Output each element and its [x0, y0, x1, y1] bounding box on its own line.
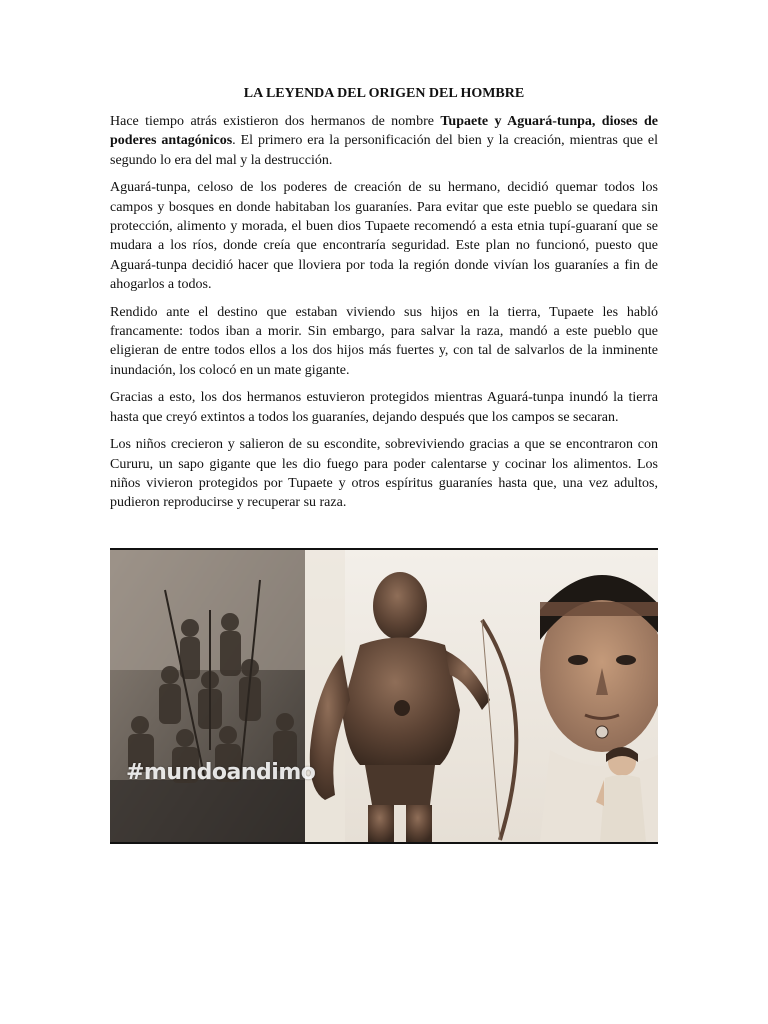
document-body: [110, 84, 658, 521]
paragraph-4: Gracias a esto, los dos hermanos estuvieron protegidos mientras Aguará-tunpa inundó la tierra hasta que creyó extintos a todos los guaraníes, dejando después que los campos se secaran.: [110, 390, 658, 425]
collage-graphic: [110, 550, 658, 842]
illustration-collage: [110, 548, 658, 844]
watermark-text: #mundoandimo: [126, 760, 316, 785]
document-title: LA LEYENDA DEL ORIGEN DEL HOMBRE: [243, 86, 525, 101]
paragraph-1: [110, 112, 658, 170]
paragraph-5: Los niños crecieron y salieron de su escondite, sobreviviendo gracias a que se encontraron con Cururu, un sapo gigante que les dio fuego para poder calentarse y cocinar los alimentos. Los niños vivieron protegidos por Tupaete y otros espíritus guaraníes hasta que, una vez adultos, pudieron reproducirse y recuperar su raza.: [110, 437, 658, 511]
paragraph-1-text-b: . El primero era la personificación del bien y la creación, mientras que el segundo lo era del mal y la destrucción.: [110, 133, 658, 168]
paragraph-3: Rendido ante el destino que estaban viviendo sus hijos en la tierra, Tupaete les habló francamente: todos iban a morir. Sin embargo, para salvar la raza, mandó a este pueblo que eligieran de entre todos ellos a los dos hijos más fuertes y, con tal de salvarlos de la inminente inundación, los colocó en un mate gigante.: [110, 304, 658, 378]
paragraph-1-bold: Tupaete y Aguará-tunpa, dioses de poderes antagónicos: [110, 114, 658, 149]
paragraph-2: Aguará-tunpa, celoso de los poderes de creación de su hermano, decidió quemar todos los campos y bosques en donde habitaban los guaraníes. Para evitar que este pueblo se quedara sin protección, alimento y morada, el buen dios Tupaete recomendó a esta etnia tupí-guaraní que se mudara a los ríos, donde creía que encontraría seguridad. Este plan no funcionó, puesto que Aguará-tunpa decidió hacer que lloviera por toda la región donde vivían los guaraníes a fin de ahogarlos a todos.: [110, 180, 658, 293]
paragraph-1-text-a: Hace tiempo atrás existieron dos hermanos de nombre: [110, 114, 441, 129]
